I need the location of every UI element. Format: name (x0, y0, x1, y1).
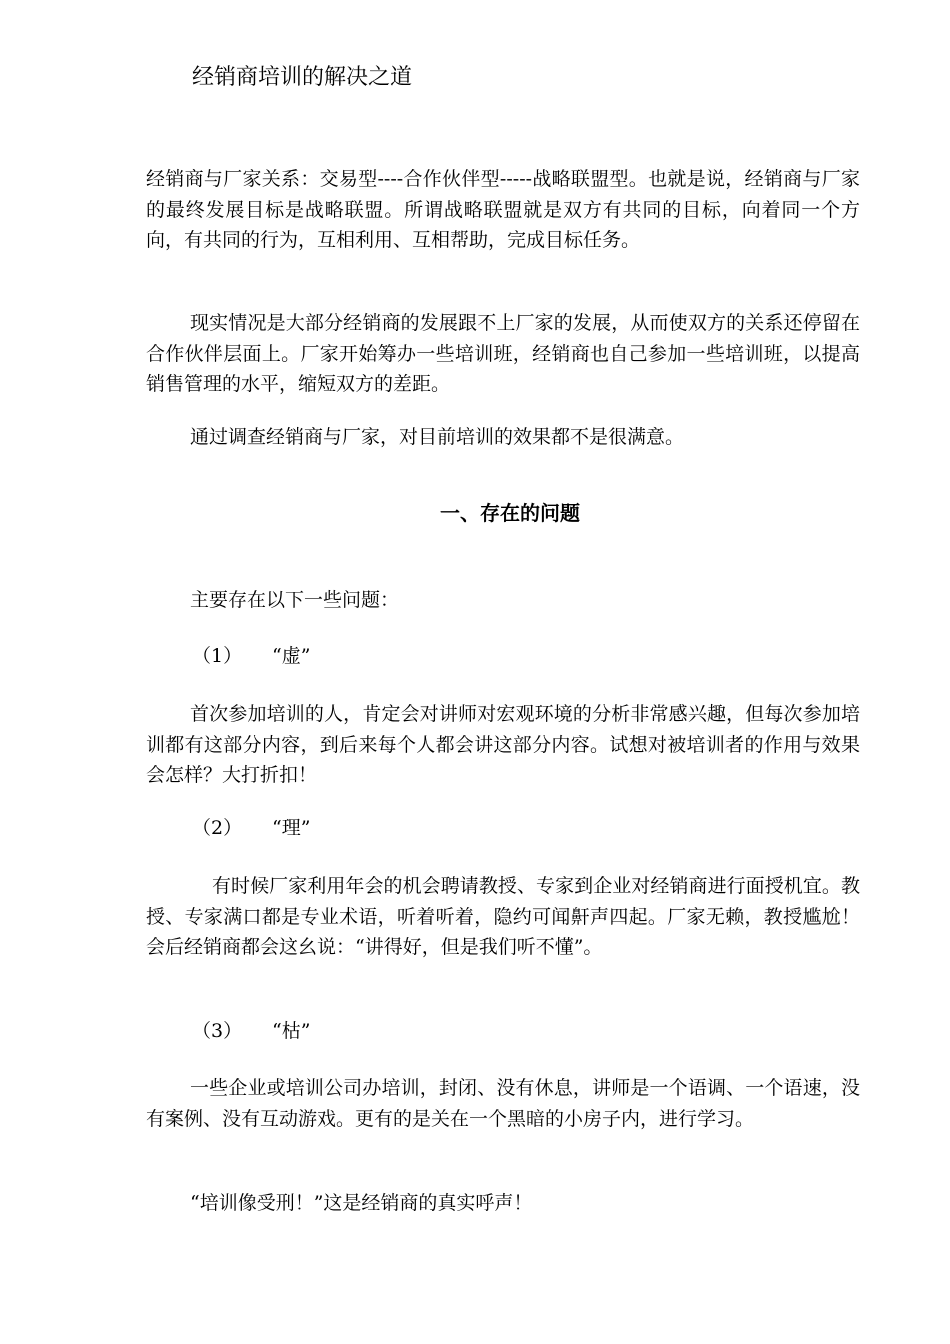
problem-1-heading (192, 641, 310, 671)
problem-3-label: “枯” (272, 1020, 311, 1042)
problem-1-label: “虚” (272, 645, 311, 667)
document-title: 经销商培训的解决之道 (192, 65, 413, 90)
problem-3-heading (192, 1016, 310, 1046)
problem-2-number: （2） (192, 817, 243, 839)
section-heading: 一、存在的问题 (440, 501, 580, 525)
problem-1-text: 首次参加培训的人，肯定会对讲师对宏观环境的分析非常感兴趣，但每次参加培训都有这部分内容，到后来每个人都会讲这部分内容。试想对被培训者的作用与效果会怎样？大打折扣！ (146, 703, 860, 786)
problem-2-label: “理” (272, 817, 311, 839)
intro-paragraph-2: 现实情况是大部分经销商的发展跟不上厂家的发展，从而使双方的关系还停留在合作伙伴层面上。厂家开始筹办一些培训班，经销商也自己参加一些培训班，以提高销售管理的水平，缩短双方的差距。 (146, 312, 860, 395)
section-intro: 主要存在以下一些问题： (190, 589, 400, 611)
problem-2-text: 有时候厂家利用年会的机会聘请教授、专家到企业对经销商进行面授机宜。教授、专家满口都是专业术语，听着听着，隐约可闻鼾声四起。厂家无赖，教授尴尬！会后经销商都会这幺说：“讲得好，但是我们听不懂”。 (146, 875, 860, 958)
problem-2-heading (192, 813, 310, 843)
problem-3-text: 一些企业或培训公司办培训，封闭、没有休息，讲师是一个语调、一个语速，没有案例、没有互动游戏。更有的是关在一个黑暗的小房子内，进行学习。 (146, 1077, 860, 1130)
problem-1-number: （1） (192, 645, 243, 667)
intro-paragraph-1: 经销商与厂家关系：交易型----合作伙伴型-----战略联盟型。也就是说，经销商与厂家的最终发展目标是战略联盟。所谓战略联盟就是双方有共同的目标，向着同一个方向，有共同的行为，互相利用、互相帮助，完成目标任务。 (146, 168, 860, 251)
intro-paragraph-3: 通过调查经销商与厂家，对目前培训的效果都不是很满意。 (190, 426, 685, 448)
closing-quote: “培训像受刑！”这是经销商的真实呼声！ (190, 1192, 533, 1214)
problem-3-number: （3） (192, 1020, 243, 1042)
